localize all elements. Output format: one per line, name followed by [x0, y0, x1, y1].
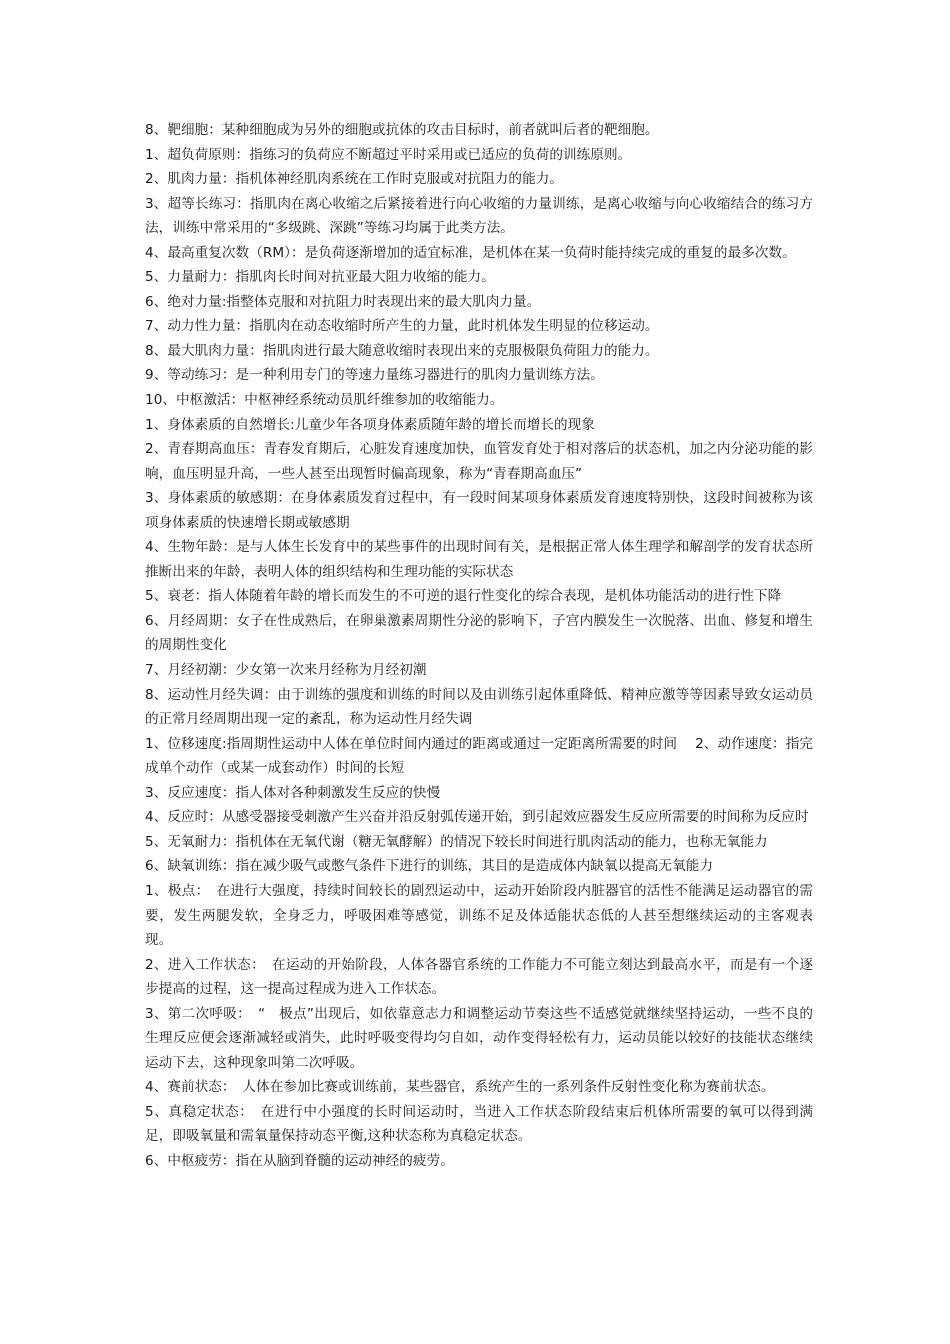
entry-central-activation: 10、中枢激活：中枢神经系统动员肌纤维参加的收缩能力。 [145, 392, 504, 409]
entry-exercise-menstrual-disorder: 8、运动性月经失调：由于训练的强度和训练的时间以及由训练引起体重降低、精神应激等等因素导致女运动员的正常月经周期出现一定的紊乱，称为运动性月经失调 [145, 686, 813, 728]
entry-central-fatigue: 6、中枢疲劳：指在从脑到脊髓的运动神经的疲劳。 [145, 1152, 454, 1169]
document-body [145, 118, 813, 1174]
entry-target-cell: 8、靶细胞：某种细胞成为另外的细胞或抗体的攻击目标时，前者就叫后者的靶细胞。 [145, 122, 659, 138]
entry-reaction-speed: 3、反应速度：指人体对各种刺激发生反应的快慢 [145, 784, 441, 801]
entry-dead-point: 1、极点： 在进行大强度，持续时间较长的剧烈运动中，运动开始阶段内脏器官的活性不能满足运动器官的需要，发生两腿发软，全身乏力，呼吸困难等感觉，训练不足及体适能状态低的人甚至想继续运动的主客观表现。 [145, 882, 813, 949]
entry-dynamic-strength: 7、动力性力量：指肌肉在动态收缩时所产生的力量，此时机体发生明显的位移运动。 [145, 318, 659, 335]
entry-sensitive-period: 3、身体素质的敏感期：在身体素质发育过程中，有一段时间某项身体素质发育速度特别快，这段时间被称为该项身体素质的快速增长期或敏感期 [145, 490, 813, 531]
entry-plyometric-training: 3、超等长练习：指肌肉在离心收缩之后紧接着进行向心收缩的力量训练，是离心收缩与向心收缩结合的练习方法，训练中常采用的“多级跳、深跳”等练习均属于此类方法。 [145, 195, 813, 237]
entry-repetition-maximum: 4、最高重复次数（RM）：是负荷逐渐增加的适宜标准，是机体在某一负荷时能持续完成的重复的最多次数。 [145, 244, 796, 261]
entry-strength-endurance: 5、力量耐力：指肌肉长时间对抗亚最大阻力收缩的能力。 [145, 269, 495, 286]
entry-menstrual-cycle: 6、月经周期：女子在性成熟后，在卵巢激素周期性分泌的影响下，子宫内膜发生一次脱落、出血、修复和增生的周期性变化 [145, 612, 813, 654]
entry-aging: 5、衰老：指人体随着年龄的增长而发生的不可逆的退行性变化的综合表现，是机体功能活动的进行性下降 [145, 588, 782, 605]
entry-isokinetic-training: 9、等动练习：是一种利用专门的等速力量练习器进行的肌肉力量训练方法。 [145, 367, 604, 384]
entry-adolescent-hypertension: 2、青春期高血压：青春发育期后，心脏发育速度加快，血管发育处于相对落后的状态机，加之内分泌功能的影响，血压明显升高，一些人甚至出现暂时偏高现象，称为“青春期高血压” [145, 441, 813, 482]
entry-muscle-strength: 2、肌肉力量：指机体神经肌肉系统在工作时克服或对抗阻力的能力。 [145, 171, 564, 188]
entry-displacement-speed: 1、位移速度:指周期性运动中人体在单位时间内通过的距离或通过一定距离所需要的时间 2、动作速度：指完成单个动作（或某一成套动作）时间的长短 [145, 735, 813, 777]
entry-true-steady-state: 5、真稳定状态： 在进行中小强度的长时间运动时，当进入工作状态阶段结束后机体所需要的氧可以得到满足，即吸氧量和需氧量保持动态平衡,这种状态称为真稳定状态。 [145, 1103, 813, 1145]
entry-maximal-muscle-strength: 8、最大肌肉力量：指肌肉进行最大随意收缩时表现出来的克服极限负荷阻力的能力。 [145, 342, 659, 359]
entry-overload-principle: 1、超负荷原则：指练习的负荷应不断超过平时采用或已适应的负荷的训练原则。 [145, 146, 632, 163]
entry-menarche: 7、月经初潮：少女第一次来月经称为月经初潮 [145, 662, 427, 679]
entry-natural-growth: 1、身体素质的自然增长:儿童少年各项身体素质随年龄的增长而增长的现象 [145, 416, 595, 433]
entry-reaction-time: 4、反应时：从感受器接受刺激产生兴奋并沿反射弧传递开始，到引起效应器发生反应所需要的时间称为反应时 [145, 809, 809, 826]
entry-biological-age: 4、生物年龄：是与人体生长发育中的某些事件的出现时间有关，是根据正常人体生理学和解剖学的发育状态所推断出来的年龄，表明人体的组织结构和生理功能的实际状态 [145, 539, 813, 580]
entry-warm-up-state: 2、进入工作状态： 在运动的开始阶段，人体各器官系统的工作能力不可能立刻达到最高水平，而是有一个逐步提高的过程，这一提高过程成为进入工作状态。 [145, 956, 813, 998]
entry-second-wind: 3、第二次呼吸： “ 极点”出现后，如依靠意志力和调整运动节奏这些不适感觉就继续坚持运动，一些不良的生理反应便会逐渐减轻或消失，此时呼吸变得均匀自如，动作变得轻松有力，运动员能以较好的技能状态继续运动下去，这种现象叫第二次呼吸。 [145, 1005, 813, 1071]
entry-anaerobic-endurance: 5、无氧耐力：指机体在无氧代谢（糖无氧酵解）的情况下较长时间进行肌肉活动的能力，也称无氧能力 [145, 833, 768, 850]
entry-hypoxic-training: 6、缺氧训练：指在减少吸气或憋气条件下进行的训练，其目的是造成体内缺氧以提高无氧能力 [145, 858, 714, 875]
entry-pre-competition-state: 4、赛前状态： 人体在参加比赛或训练前，某些器官，系统产生的一系列条件反射性变化称为赛前状态。 [145, 1079, 775, 1096]
entry-absolute-strength: 6、绝对力量:指整体克服和对抗阻力时表现出来的最大肌肉力量。 [145, 293, 541, 310]
